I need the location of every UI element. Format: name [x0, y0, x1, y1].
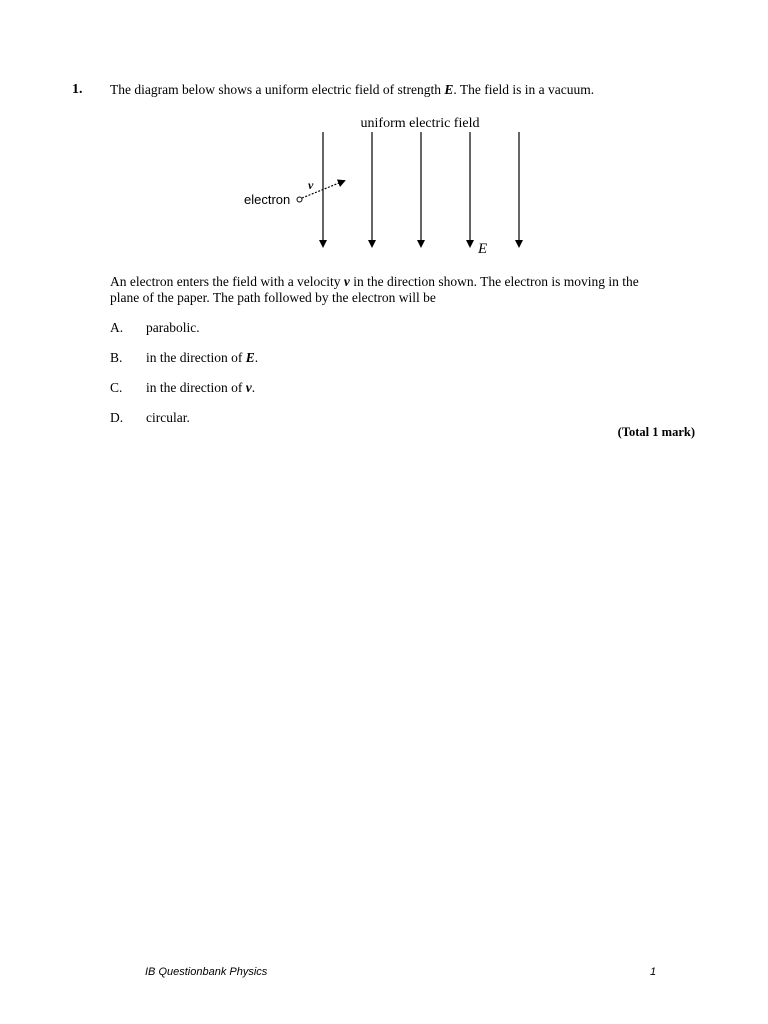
- field-strength-symbol: E: [444, 82, 454, 97]
- question-intro-text-end: . The field is in a vacuum.: [453, 82, 595, 97]
- option-b-letter: B.: [110, 350, 123, 365]
- option-b-symbol: E: [245, 350, 255, 365]
- question-intro-text: The diagram below shows a uniform electric field of strength: [110, 82, 445, 97]
- option-c-letter: C.: [110, 380, 123, 395]
- option-c-text-before: in the direction of: [146, 380, 246, 395]
- field-symbol: E: [478, 241, 488, 257]
- velocity-symbol: v: [308, 178, 314, 192]
- option-c-symbol: v: [245, 380, 252, 395]
- electron-label: electron: [244, 192, 291, 207]
- electric-field-diagram: [230, 110, 550, 260]
- option-d-text: circular.: [146, 410, 190, 425]
- electron-marker: [297, 197, 302, 202]
- field-label: uniform electric field: [360, 116, 480, 131]
- velocity-symbol-inline: v: [343, 274, 350, 289]
- option-b-text-before: in the direction of: [146, 350, 246, 365]
- page-number: 1: [650, 966, 657, 978]
- total-marks: (Total 1 mark): [617, 425, 695, 439]
- option-c-text: [146, 380, 255, 396]
- footer-title: IB Questionbank Physics: [145, 966, 268, 978]
- stem-text-end: in the direction shown. The electron is moving in the plane of the paper. The path followed by the electron will be: [110, 274, 639, 305]
- option-a-text: parabolic.: [146, 320, 200, 335]
- stem-text: An electron enters the field with a velocity: [110, 274, 344, 289]
- option-b-text-after: .: [254, 350, 259, 365]
- question-number: 1.: [72, 82, 83, 97]
- question-stem: [110, 274, 670, 305]
- option-c-text-after: .: [251, 380, 256, 395]
- option-b-text: [146, 350, 258, 366]
- question-intro: [110, 82, 594, 98]
- option-a-letter: A.: [110, 320, 124, 335]
- option-d-letter: D.: [110, 410, 124, 425]
